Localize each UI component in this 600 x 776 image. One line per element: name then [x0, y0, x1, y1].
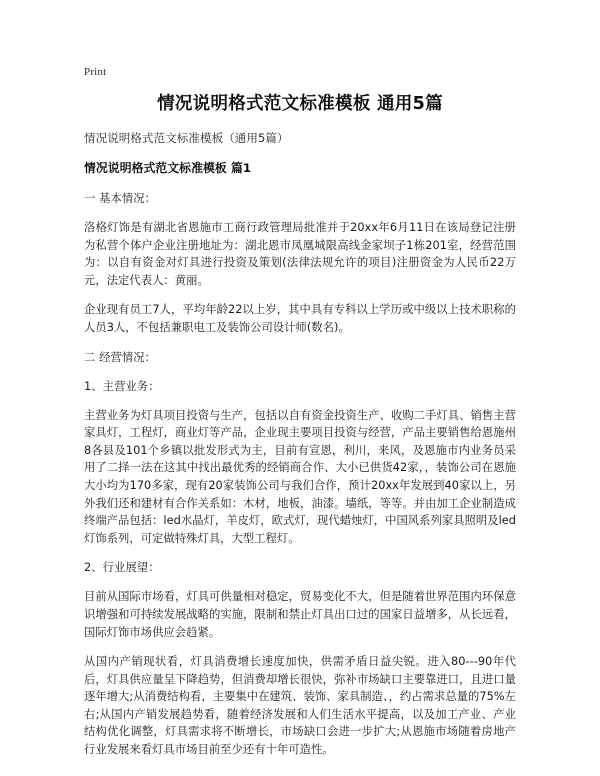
document-subtitle: 情况说明格式范文标准模板（通用5篇） [84, 131, 289, 145]
print-link[interactable]: Print [84, 66, 107, 78]
page-title: 情况说明格式范文标准模板 通用5篇 [157, 94, 443, 114]
paragraph-staff: 企业现有员工7人，平均年龄22以上岁，其中具有专科以上学历或中级以上技术职称的人员3人，不包括兼职电工及装饰公司设计师(数名)。 [84, 303, 516, 334]
section-heading-operations: 二 经营情况： [84, 350, 157, 364]
paragraph-company-registration: 洛格灯饰是有湖北省恩施市工商行政管理局批准并于20xx年6月11日在该局登记注册为私营个体户企业注册地址为：湖北恩市凤凰城限高线金家坝子1栋201室，经营范围为：以自有资金对灯具进行投资及策划(法律法规允许的项目)注册资金为人民币22万元，法定代表人：黄丽。 [84, 221, 516, 287]
article-heading: 情况说明格式范文标准模板 篇1 [84, 161, 252, 175]
section-heading-basic-info: 一 基本情况： [84, 192, 157, 205]
subsection-heading-main-business: 1、主营业务： [84, 379, 160, 393]
paragraph-main-business: 主营业务为灯具项目投资与生产，包括以自有资金投资生产、收购二手灯具、销售主营家具灯，工程灯，商业灯等产品，企业现主要项目投资与经营，产品主要销售给恩施州8各县及101个乡镇以批发形式为主，目前有宣恩，利川，来风，及恩施市内业务员采用了二择一法在这其中找出最优秀的经销商合作、大小已供货42家，，装饰公司在恩施大小均为170多家，现有20家装饰公司与我们合作，预计20xx年发展到40家以上，另外我们还和建材有合作关系如：木材，地板，油漆。墙纸，等等。并由加工企业制造成终端产品包括：led水晶灯，羊皮灯，欧式灯，现代蜡烛灯，中国风系列家具照明及led灯饰系列，可定做特殊灯具，大型工程灯。 [84, 408, 516, 545]
subsection-heading-industry-outlook: 2、行业展望： [84, 561, 160, 575]
paragraph-international-market: 目前从国际市场看，灯具可供量相对稳定，贸易变化不大，但是随着世界范围内环保意识增强和可持续发展战略的实施，限制和禁止灯具出口过的国家日益增多，从长远看，国际灯饰市场供应会趋紧。 [84, 590, 516, 639]
paragraph-domestic-market: 从国内产销现状看，灯具消费增长速度加快，供需矛盾日益尖锐。进入80---90年代后，灯具供应量呈下降趋势，但消费却增长很快，弥补市场缺口主要靠进口，且进口量逐年增大;从消费结构看，主要集中在建筑、装饰、家具制造、，约占需求总量的75%左右;从国内产销发展趋势看，随着经济发展和人们生活水平提高，以及加工产业、产业结构优化调整，灯具需求将不断增长，市场缺口会进一步扩大;从恩施市场随着房地产行业发展来看灯具市场目前至少还有十年可造性。 [84, 655, 516, 757]
document-content [84, 92, 516, 759]
